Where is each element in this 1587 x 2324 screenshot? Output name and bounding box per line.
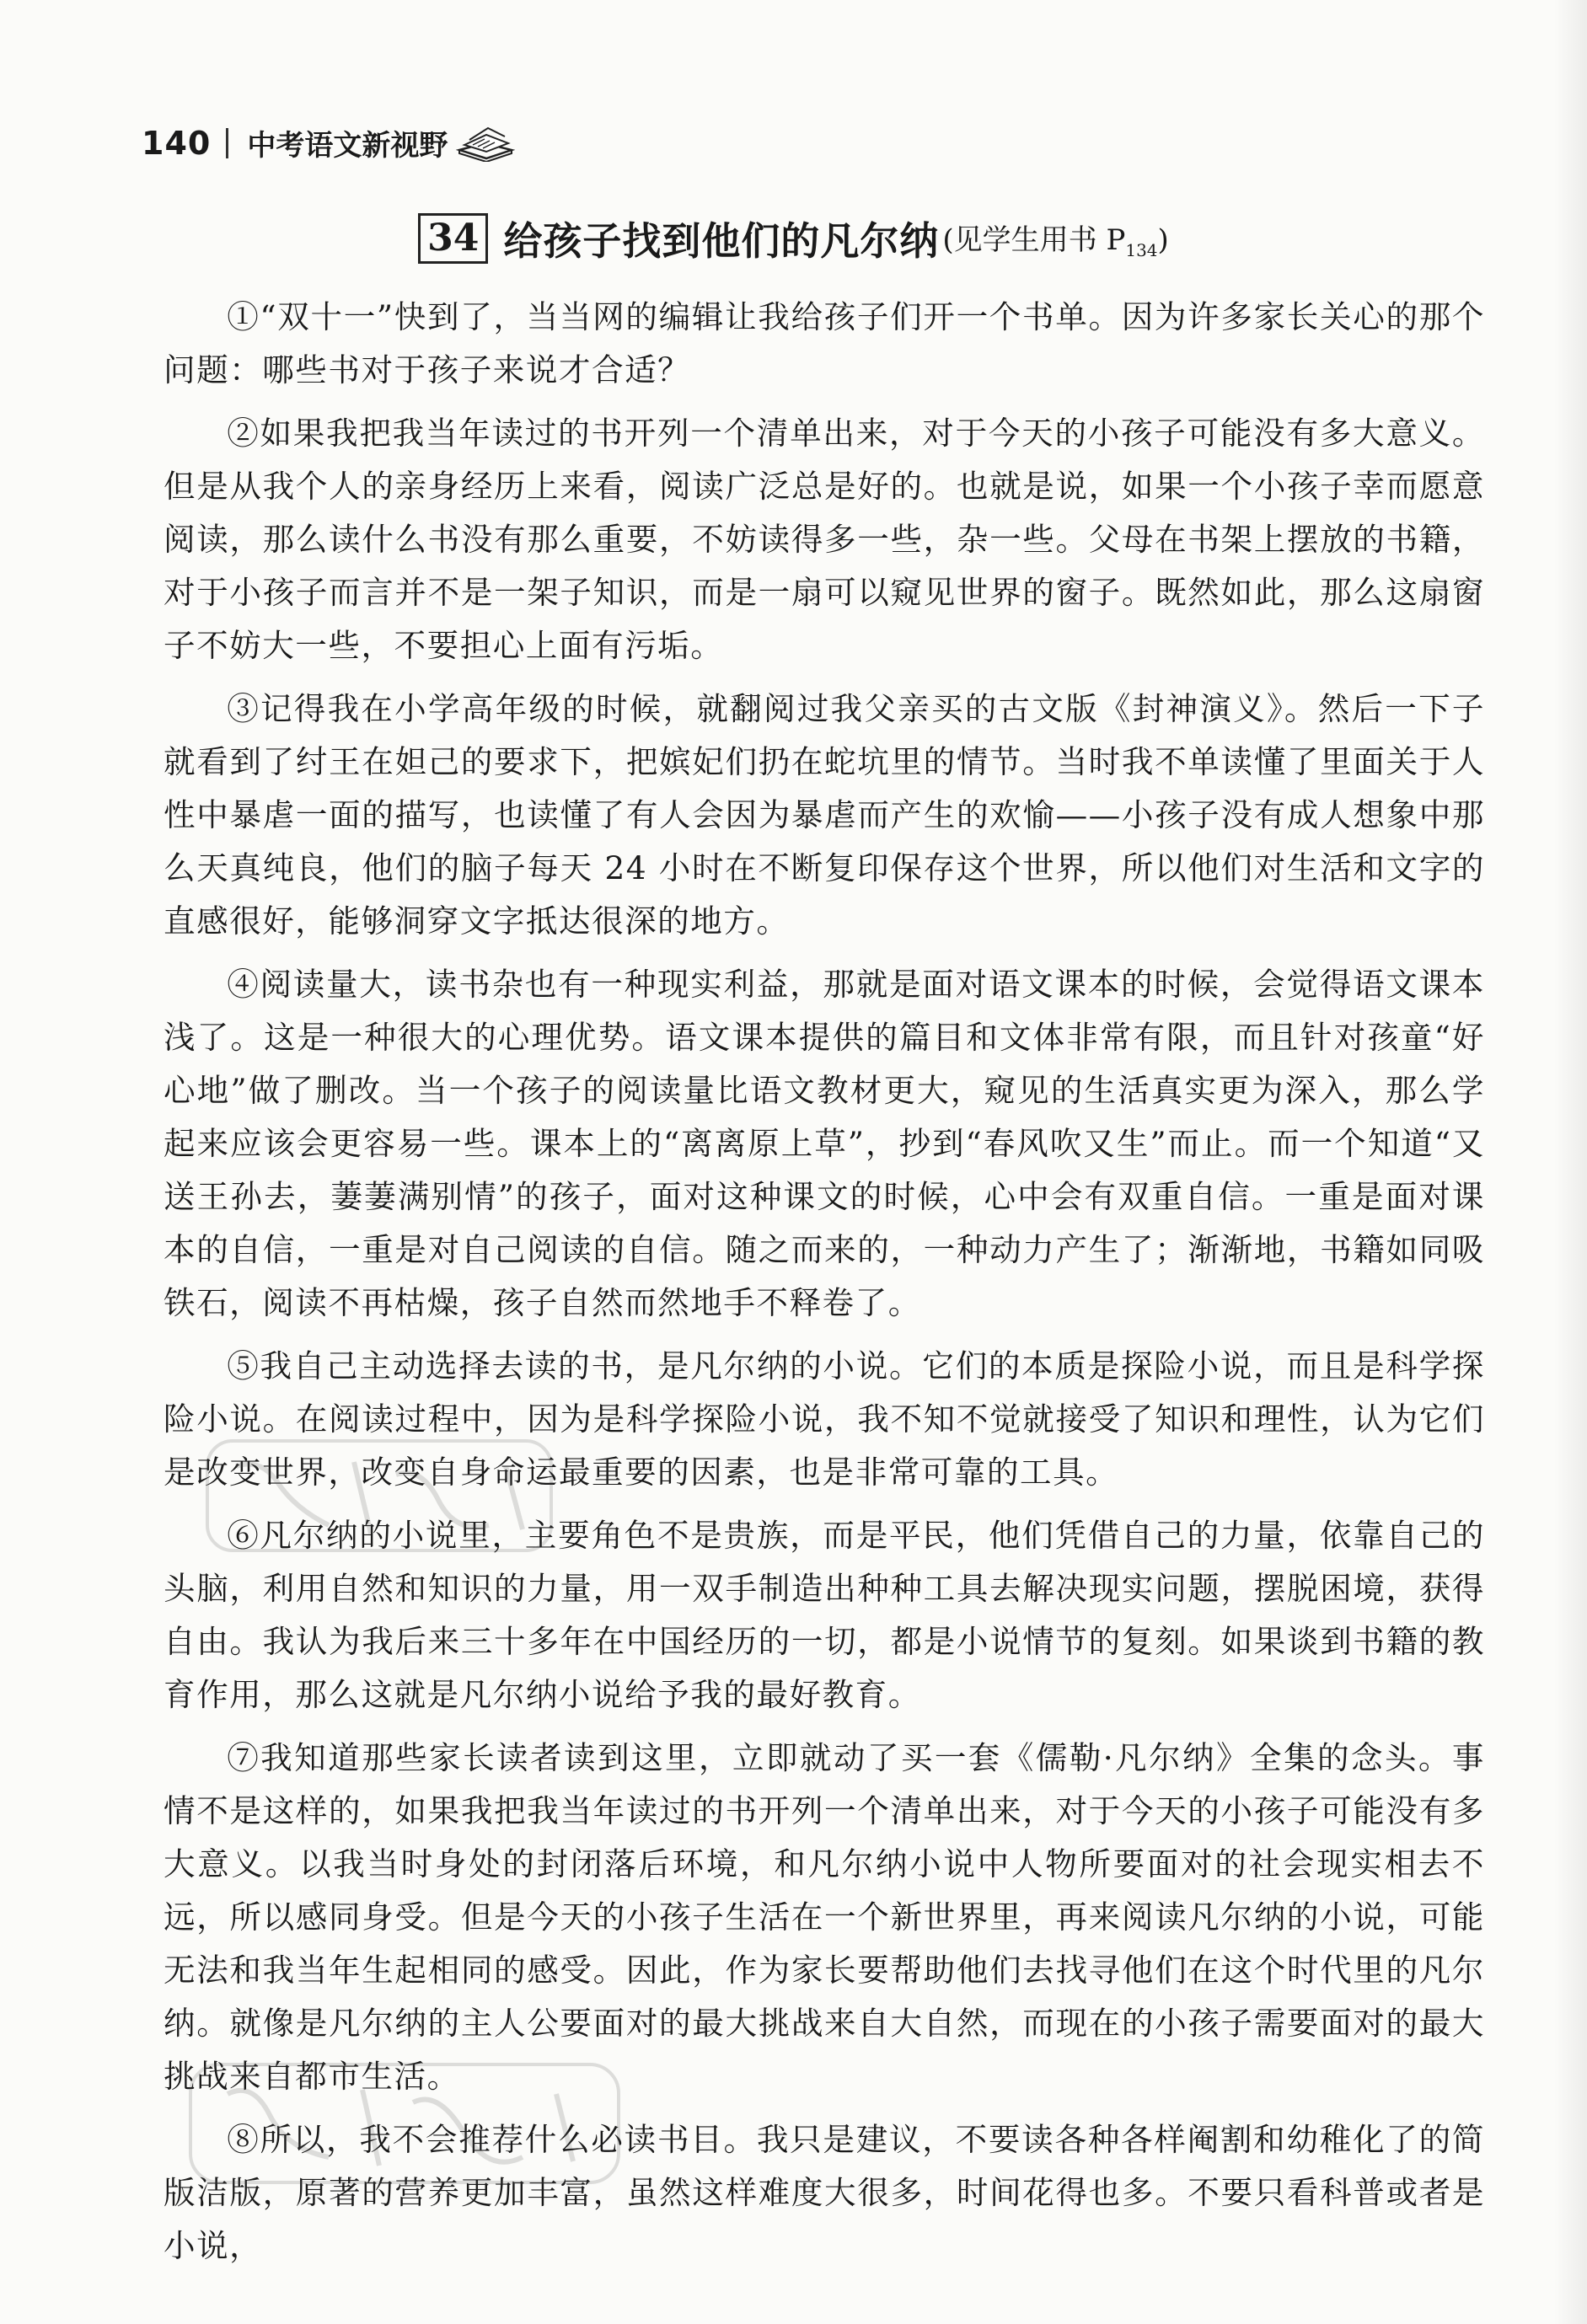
article-title: 给孩子找到他们的凡尔纳 xyxy=(503,218,940,264)
page-header xyxy=(142,122,515,163)
paragraph-5: ⑤我自己主动选择去读的书，是凡尔纳的小说。它们的本质是探险小说，而且是科学探险小说。在阅读过程中，因为是科学探险小说，我不知不觉就接受了知识和理性，认为它们是改变世界，改变自身命运最重要的因素，也是非常可靠的工具。 xyxy=(164,1347,1485,1491)
page-edge-shadow xyxy=(1553,0,1587,2324)
paragraph-4: ④阅读量大，读书杂也有一种现实利益，那就是面对语文课本的时候，会觉得语文课本浅了。这是一种很大的心理优势。语文课本提供的篇目和文体非常有限，而且针对孩童“好心地”做了删改。当一个孩子的阅读量比语文教材更大，窥见的生活真实更为深入，那么学起来应该会更容易一些。课本上的“离离原上草”，抄到“春风吹又生”而止。而一个知道“又送王孙去，萋萋满别情”的孩子，面对这种课文的时候，心中会有双重自信。一重是面对课本的自信，一重是对自己阅读的自信。随之而来的，一种动力产生了；渐渐地，书籍如同吸铁石，阅读不再枯燥，孩子自然而然地手不释卷了。 xyxy=(164,966,1485,1321)
article-reference xyxy=(942,217,1168,260)
paragraph-8: ⑧所以，我不会推荐什么必读书目。我只是建议，不要读各种各样阉割和幼稚化了的简版洁版，原著的营养更加丰富，虽然这样难度大很多，时间花得也多。不要只看科普或者是小说， xyxy=(164,2121,1485,2264)
page-number: 140 xyxy=(142,124,212,162)
watermark-stamp-icon-2 xyxy=(185,2056,624,2191)
paragraph-7: ⑦我知道那些家长读者读到这里，立即就动了买一套《儒勒·凡尔纳》全集的念头。事情不是这样的，如果我把我当年读过的书开列一个清单出来，对于今天的小孩子可能没有多大意义。以我当时身处的封闭落后环境，和凡尔纳小说中人物所要面对的社会现实相去不远，所以感同身受。但是今天的小孩子生活在一个新世界里，再来阅读凡尔纳的小说，可能无法和我当年生起相同的感受。因此，作为家长要帮助他们去找寻他们在这个时代里的凡尔纳。就像是凡尔纳的主人公要面对的最大挑战来自大自然，而现在的小孩子需要面对的最大挑战来自都市生活。 xyxy=(164,1739,1485,2095)
reference-suffix: ) xyxy=(1157,223,1169,258)
book-stack-icon xyxy=(456,125,515,162)
watermark-stamp-icon xyxy=(202,1432,556,1559)
reference-prefix: (见学生用书 P xyxy=(942,223,1126,258)
header-divider xyxy=(226,128,228,158)
article-title-row xyxy=(0,211,1587,266)
reference-page: 134 xyxy=(1125,239,1158,260)
book-title: 中考语文新视野 xyxy=(247,129,448,163)
paragraph-3: ③记得我在小学高年级的时候，就翻阅过我父亲买的古文版《封神演义》。然后一下子就看到了纣王在妲己的要求下，把嫔妃们扔在蛇坑里的情节。当时我不单读懂了里面关于人性中暴虐一面的描写，也读懂了有人会因为暴虐而产生的欢愉——小孩子没有成人想象中那么天真纯良，他们的脑子每天 24 小时在不断复印保存这个世界，所以他们对生活和文字的直感很好，能够洞穿文字抵达很深的地方。 xyxy=(164,690,1485,940)
paragraph-2: ②如果我把我当年读过的书开列一个清单出来，对于今天的小孩子可能没有多大意义。但是从我个人的亲身经历上来看，阅读广泛总是好的。也就是说，如果一个小孩子幸而愿意阅读，那么读什么书没有那么重要，不妨读得多一些，杂一些。父母在书架上摆放的书籍，对于小孩子而言并不是一架子知识，而是一扇可以窥见世界的窗子。既然如此，那么这扇窗子不妨大一些，不要担心上面有污垢。 xyxy=(164,415,1485,664)
article-number-box: 34 xyxy=(418,213,488,264)
paragraph-6: ⑥凡尔纳的小说里，主要角色不是贵族，而是平民，他们凭借自己的力量，依靠自己的头脑，利用自然和知识的力量，用一双手制造出种种工具去解决现实问题，摆脱困境，获得自由。我认为我后来三十多年在中国经历的一切，都是小说情节的复刻。如果谈到书籍的教育作用，那么这就是凡尔纳小说给予我的最好教育。 xyxy=(164,1517,1485,1713)
article-body xyxy=(164,291,1485,2283)
paragraph-1: ①“双十一”快到了，当当网的编辑让我给孩子们开一个书单。因为许多家长关心的那个问题：哪些书对于孩子来说才合适？ xyxy=(164,298,1485,388)
